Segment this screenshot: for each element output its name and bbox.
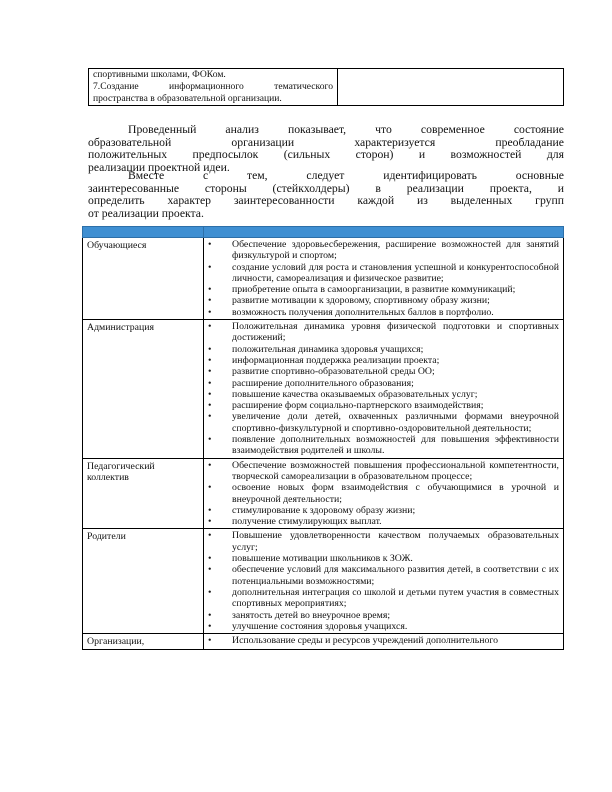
list-item-text: стимулирование к здоровому образу жизни; <box>232 504 416 516</box>
list-item-text: освоение новых форм взаимодействия с обучающимися в урочной и внеурочной деятельности; <box>232 482 559 505</box>
list-item <box>204 284 559 295</box>
stakeholder-name <box>83 320 204 459</box>
list-item-text: появление дополнительных возможностей для повышения эффективности взаимодействия родителей и школы. <box>232 434 559 457</box>
list-item <box>204 587 559 610</box>
stakeholder-name <box>83 458 204 529</box>
list-item-text: повышение мотивации школьников к ЗОЖ. <box>232 553 413 565</box>
list-item <box>204 295 559 306</box>
cell-line: 7.Создание информационного тематического <box>93 81 333 92</box>
list-item-text: положительная динамика здоровья учащихся; <box>232 343 424 355</box>
interests-list <box>204 321 559 457</box>
list-item-text: Повышение удовлетворенности качеством получаемых образовательных услуг; <box>232 530 559 553</box>
bullet-icon: • <box>208 343 212 355</box>
bullet-icon: • <box>208 261 212 273</box>
table-row <box>89 69 564 106</box>
list-item-text: получение стимулирующих выплат. <box>232 516 382 528</box>
list-item <box>204 460 559 483</box>
bullet-icon: • <box>208 564 212 576</box>
bullet-icon: • <box>208 366 212 378</box>
list-item-text: расширение форм социально-партнерского взаимодействия; <box>232 400 484 412</box>
paragraph-line: Вместе с тем, следует идентифицировать основные <box>128 169 564 182</box>
header-band-cell <box>204 227 564 238</box>
stakeholder-name-line: коллектив <box>87 471 129 483</box>
stakeholder-name <box>83 529 204 634</box>
stakeholders-paragraph <box>88 170 564 220</box>
cell-line: пространства в образовательной организации. <box>93 93 282 104</box>
list-item-text: увеличение доли детей, охваченных различными формами внеурочной спортивно-физкультурной и спортивно-оздоровительной деятельности; <box>232 411 559 434</box>
table-row <box>83 458 564 529</box>
list-item-text: возможность получения дополнительных баллов в портфолио. <box>232 306 494 318</box>
list-item-text: расширение дополнительного образования; <box>232 377 414 389</box>
list-item-text: развитие спортивно-образовательной среды ОО; <box>232 366 435 378</box>
bullet-icon: • <box>208 306 212 318</box>
stakeholder-name-line: Родители <box>87 531 126 543</box>
list-item <box>204 366 559 377</box>
list-item <box>204 530 559 553</box>
list-item-text: Обеспечение возможностей повышения профессиональной компетентности, творческой самореализации в образовательном процессе; <box>232 459 559 482</box>
stakeholder-interests <box>204 458 564 529</box>
list-item <box>204 505 559 516</box>
bullet-icon: • <box>208 239 212 250</box>
stakeholder-name <box>83 238 204 320</box>
list-item-text: приобретение опыта в самоорганизации, в развитие коммуникаций; <box>232 284 516 296</box>
header-band-cell <box>83 227 204 238</box>
table-row <box>83 320 564 459</box>
list-item <box>204 411 559 434</box>
bullet-icon: • <box>208 388 212 400</box>
list-item-text: Положительная динамика уровня физической подготовки и спортивных достижений; <box>232 321 559 344</box>
bullet-icon: • <box>208 354 212 366</box>
bullet-icon: • <box>208 504 212 516</box>
list-item <box>204 434 559 457</box>
list-item <box>204 344 559 355</box>
stakeholders-table <box>82 226 564 650</box>
paragraph-line: определить характер заинтересованности каждой из выделенных групп <box>88 194 564 207</box>
paragraph-line: положительных предпосылок (сильных сторон) и возможностей для <box>88 148 564 161</box>
bullet-icon: • <box>208 482 212 494</box>
list-item-text: занятость детей во внеурочное время; <box>232 609 391 621</box>
list-item-text: развитие мотивации к здоровому, спортивному образу жизни; <box>232 295 490 307</box>
list-item-text: Обеспечение здоровьесбережения, расширение возможностей для занятий физкультурой и спортом; <box>232 239 559 262</box>
list-item-text: информационная поддержка реализации проекта; <box>232 354 440 366</box>
interests-list <box>204 635 559 646</box>
paragraph-line: образовательной организации характеризуется преобладание <box>88 135 564 149</box>
list-item <box>204 610 559 621</box>
interests-list <box>204 239 559 318</box>
table-row <box>83 238 564 320</box>
list-item-text: дополнительная интеграция со школой и детьми путем участия в совместных спортивных мероприятиях; <box>232 586 559 610</box>
list-item-text: повышение качества оказываемых образовательных услуг; <box>232 388 478 400</box>
stakeholder-name-line: Обучающиеся <box>87 240 147 251</box>
bullet-icon: • <box>208 620 212 632</box>
bullet-icon: • <box>208 411 212 423</box>
stakeholder-interests <box>204 529 564 634</box>
list-item <box>204 262 559 285</box>
list-item <box>204 378 559 389</box>
list-item <box>204 516 559 527</box>
list-item <box>204 307 559 318</box>
paragraph-line: реализации проектной идеи. <box>88 160 230 174</box>
table-row <box>83 529 564 634</box>
bullet-icon: • <box>208 553 212 565</box>
table-header-band <box>83 227 564 238</box>
analysis-paragraph <box>88 124 564 174</box>
list-item <box>204 400 559 411</box>
bullet-icon: • <box>208 377 212 389</box>
cell-line: спортивными школами, ФОКом. <box>93 69 226 80</box>
list-item <box>204 482 559 505</box>
stakeholder-name-line: Педагогический <box>87 460 155 472</box>
stakeholder-interests <box>204 238 564 320</box>
paragraph-line: заинтересованные стороны (стейкхолдеры) в реализации проекта, и <box>88 181 564 195</box>
bullet-icon: • <box>208 321 212 333</box>
stakeholder-interests <box>204 634 564 650</box>
list-item-text: улучшение состояния здоровья учащихся. <box>232 620 408 632</box>
bullet-icon: • <box>208 434 212 446</box>
stakeholder-interests <box>204 320 564 459</box>
list-item <box>204 239 559 262</box>
table-cell-left <box>89 69 338 106</box>
list-item <box>204 321 559 344</box>
list-item <box>204 564 559 587</box>
list-item-text: обеспечение условий для максимального развития детей, в соответствии с их потенциальными возможностями; <box>232 564 559 587</box>
bullet-icon: • <box>208 295 212 307</box>
bullet-icon: • <box>208 284 212 296</box>
table-cell-right <box>338 69 564 106</box>
bullet-icon: • <box>208 530 212 542</box>
list-item <box>204 553 559 564</box>
list-item-text: Использование среды и ресурсов учреждений дополнительного <box>232 635 499 647</box>
stakeholder-name <box>83 634 204 650</box>
bullet-icon: • <box>208 400 212 412</box>
paragraph-line: от реализации проекта. <box>88 206 204 220</box>
bullet-icon: • <box>208 586 212 598</box>
previous-table-fragment <box>88 68 564 106</box>
bullet-icon: • <box>208 516 212 528</box>
list-item-text: создание условий для роста и становления успешной и конкурентоспособной личности, самореализация и физическое развитие; <box>232 261 559 284</box>
bullet-icon: • <box>208 609 212 621</box>
list-item <box>204 389 559 400</box>
paragraph-line: Проведенный анализ показывает, что современное состояние <box>128 123 564 136</box>
interests-list <box>204 460 559 528</box>
bullet-icon: • <box>208 459 212 471</box>
list-item <box>204 621 559 632</box>
table-row <box>83 634 564 650</box>
list-item <box>204 635 559 646</box>
bullet-icon: • <box>208 635 212 647</box>
list-item <box>204 355 559 366</box>
stakeholder-name-line: Администрация <box>87 322 154 334</box>
interests-list <box>204 530 559 632</box>
stakeholder-name-line: Организации, <box>87 636 145 648</box>
